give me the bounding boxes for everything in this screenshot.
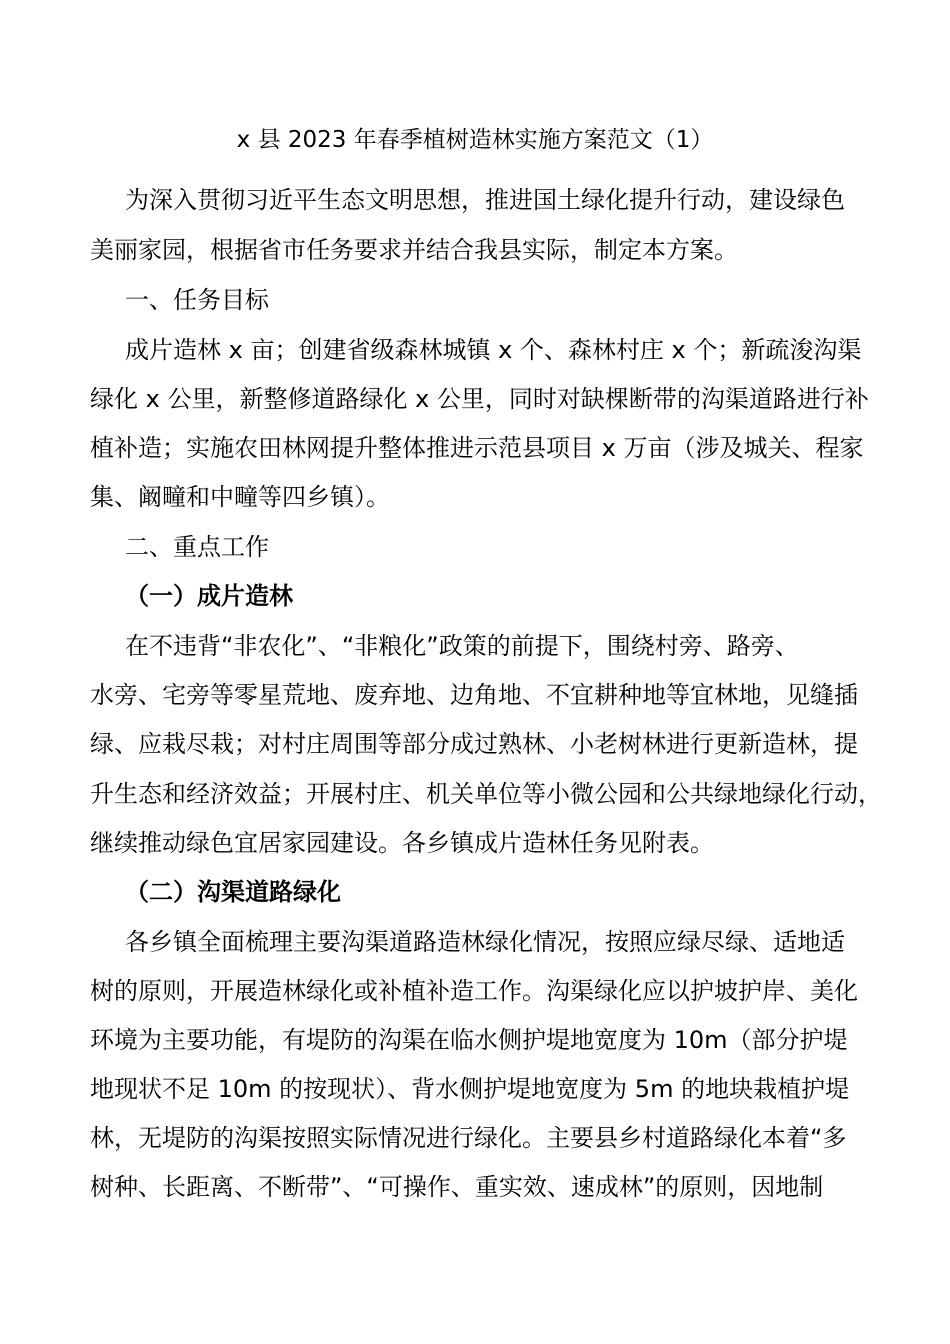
paragraph-line: 绿、应栽尽栽；对村庄周围等部分成过熟林、小老树林进行更新造林，提 (90, 730, 858, 758)
paragraph-line: 树种、长距离、不断带”、“可操作、重实效、速成林”的原则，因地制 (90, 1173, 824, 1201)
paragraph-line: 为深入贯彻习近平生态文明思想，推进国土绿化提升行动，建设绿色 (125, 186, 845, 214)
section-heading: 一、任务目标 (125, 286, 269, 314)
paragraph-line: 绿化 x 公里，新整修道路绿化 x 公里，同时对缺棵断带的沟渠道路进行补 (90, 385, 869, 413)
paragraph-line: 集、阚疃和中疃等四乡镇）。 (90, 483, 390, 511)
paragraph-line: 植补造；实施农田林网提升整体推进示范县项目 x 万亩（涉及城关、程家 (90, 434, 864, 462)
paragraph-line: 继续推动绿色宜居家园建设。各乡镇成片造林任务见附表。 (90, 829, 714, 857)
paragraph-line: 升生态和经济效益；开展村庄、机关单位等小微公园和公共绿地绿化行动， (90, 780, 882, 808)
paragraph-line: 地现状不足 10m 的按现状）、背水侧护堤地宽度为 5m 的地块栽植护堤 (90, 1075, 850, 1103)
paragraph-line: 美丽家园，根据省市任务要求并结合我县实际，制定本方案。 (90, 236, 738, 264)
paragraph-line: 成片造林 x 亩；创建省级森林城镇 x 个、森林村庄 x 个；新疏浚沟渠 (125, 336, 862, 364)
paragraph-line: 树的原则，开展造林绿化或补植补造工作。沟渠绿化应以护坡护岸、美化 (90, 977, 858, 1005)
paragraph-line: 环境为主要功能，有堤防的沟渠在临水侧护堤地宽度为 10m（部分护堤 (90, 1026, 848, 1054)
paragraph-line: 各乡镇全面梳理主要沟渠道路造林绿化情况，按照应绿尽绿、适地适 (125, 928, 845, 956)
section-heading: 二、重点工作 (125, 533, 269, 561)
subsection-heading: （二）沟渠道路绿化 (125, 878, 341, 906)
paragraph-line: 林，无堤防的沟渠按照实际情况进行绿化。主要县乡村道路绿化本着“多 (90, 1124, 847, 1152)
subsection-heading: （一）成片造林 (125, 582, 293, 610)
paragraph-line: 水旁、宅旁等零星荒地、废弃地、边角地、不宜耕种地等宜林地，见缝插 (90, 681, 858, 709)
document-title: x 县 2023 年春季植树造林实施方案范文（1） (236, 127, 714, 153)
paragraph-line: 在不违背“非农化”、“非粮化”政策的前提下，围绕村旁、路旁、 (125, 632, 799, 660)
